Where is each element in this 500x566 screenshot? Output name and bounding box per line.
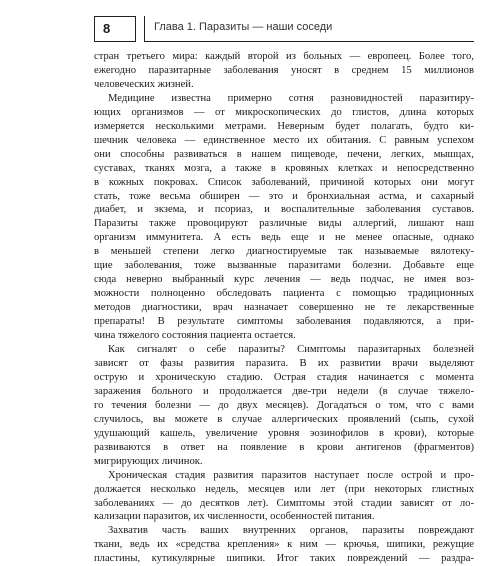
text-line: методов диагностики, врач назначает совершенно не те лекарственные [94,302,474,314]
text-line: препараты! В результате симптомы заболевания подавляются, а при- [94,316,474,328]
text-line: диабет, и экзема, и псориаз, и воспалительные заболевания суставов. [94,204,474,216]
text-line: Паразиты также провоцируют различные виды аллергий, лишают наш [94,218,474,230]
chapter-title: Глава 1. Паразиты — наши соседи [154,21,333,33]
text-line: измеряется несколькими метрами. Неверным будет полагать, будто ки- [94,120,474,132]
page-number: 8 [94,16,136,42]
text-line: Хроническая стадия развития паразитов наступает после острой и про- [108,469,474,481]
text-line: заболеваниях — до десятков лет). Симптомы этой стадии зависят от ло- [94,497,474,509]
text-line: ющих организмов — от микроскопических до глистов, длина которых [94,106,474,118]
text-line: Как сигналят о себе паразиты? Симптомы паразитарных болезней [108,344,474,356]
text-line: чина тяжелого состояния пациента остается. [94,330,296,342]
text-line: стран третьего мира: каждый второй из больных — европеец. Более того, [94,51,474,62]
text-line: удушающий кашель, увеличение уровня эозинофилов в крови), которые [94,427,474,439]
text-line: заражения больного и продолжается две-три недели (в случае тяжело- [94,385,474,397]
text-line: мигрирующих личинок. [94,455,203,467]
text-line: суставах, тканях мозга, а также в кровяных клетках и непосредственно [94,162,474,174]
text-line: должается несколько недель, месяцев или лет (при некоторых глистных [94,483,474,495]
text-line: зависят от фазы развития паразита. В их развитии врачи выделяют [94,357,474,369]
text-line: ткани, ведь их «средства крепления» к ним — крючья, шипики, режущие [94,539,474,551]
text-line: стать, тоже весьма обширен — это и бронхиальная астма, и сахарный [94,190,474,202]
text-line: шечник человека — единственное место их обитания. С равным успехом [94,134,474,146]
text-line: они способны развиваться в нашем пищеводе, печени, легких, мышцах, [94,148,474,160]
text-line: щие заболевания, тоже вызванные паразитами болезни. Добавьте еще [94,260,474,272]
running-header [94,16,474,44]
text-line: случилось, вы можете в случае аллергических проявлений (сыпь, сухой [94,413,474,425]
text-line: в меньшей степени легко диагностируемые так называемые вялотеку- [94,246,474,258]
body-text [94,50,474,566]
text-line: можности полноценно обследовать пациента с помощью традиционных [94,288,474,300]
text-line: сюда неверно выбранный курс лечения — ведь подчас, не имея воз- [94,274,474,286]
text-line: в кожных покровах. Список заболеваний, причиной которых они могут [94,176,474,188]
text-line: Захватив часть ваших внутренних органов, паразиты повреждают [108,525,474,537]
text-line: острую и хроническую стадию. Острая стадия начинается с момента [94,371,474,383]
text-line: Медицине известна примерно сотня разновидностей паразитиру- [108,92,474,104]
text-line: организм иммунитета. А есть ведь еще и не менее опасные, однако [94,232,474,244]
text-line: кализации паразитов, их численности, особенностей питания. [94,511,375,523]
text-line: ежегодно паразитарные заболевания уносят в среднем 15 миллионов [94,64,474,76]
text-line: пластины, кутикулярные шипики. Итог таких повреждений — раздра- [94,553,474,565]
text-line: развиваются в ответ на появление в крови антигенов (фрагментов) [94,441,474,453]
text-line: го течения болезни — до двух месяцев). Догадаться о том, что с вами [94,399,474,411]
text-line: человеческих жизней. [94,78,194,90]
